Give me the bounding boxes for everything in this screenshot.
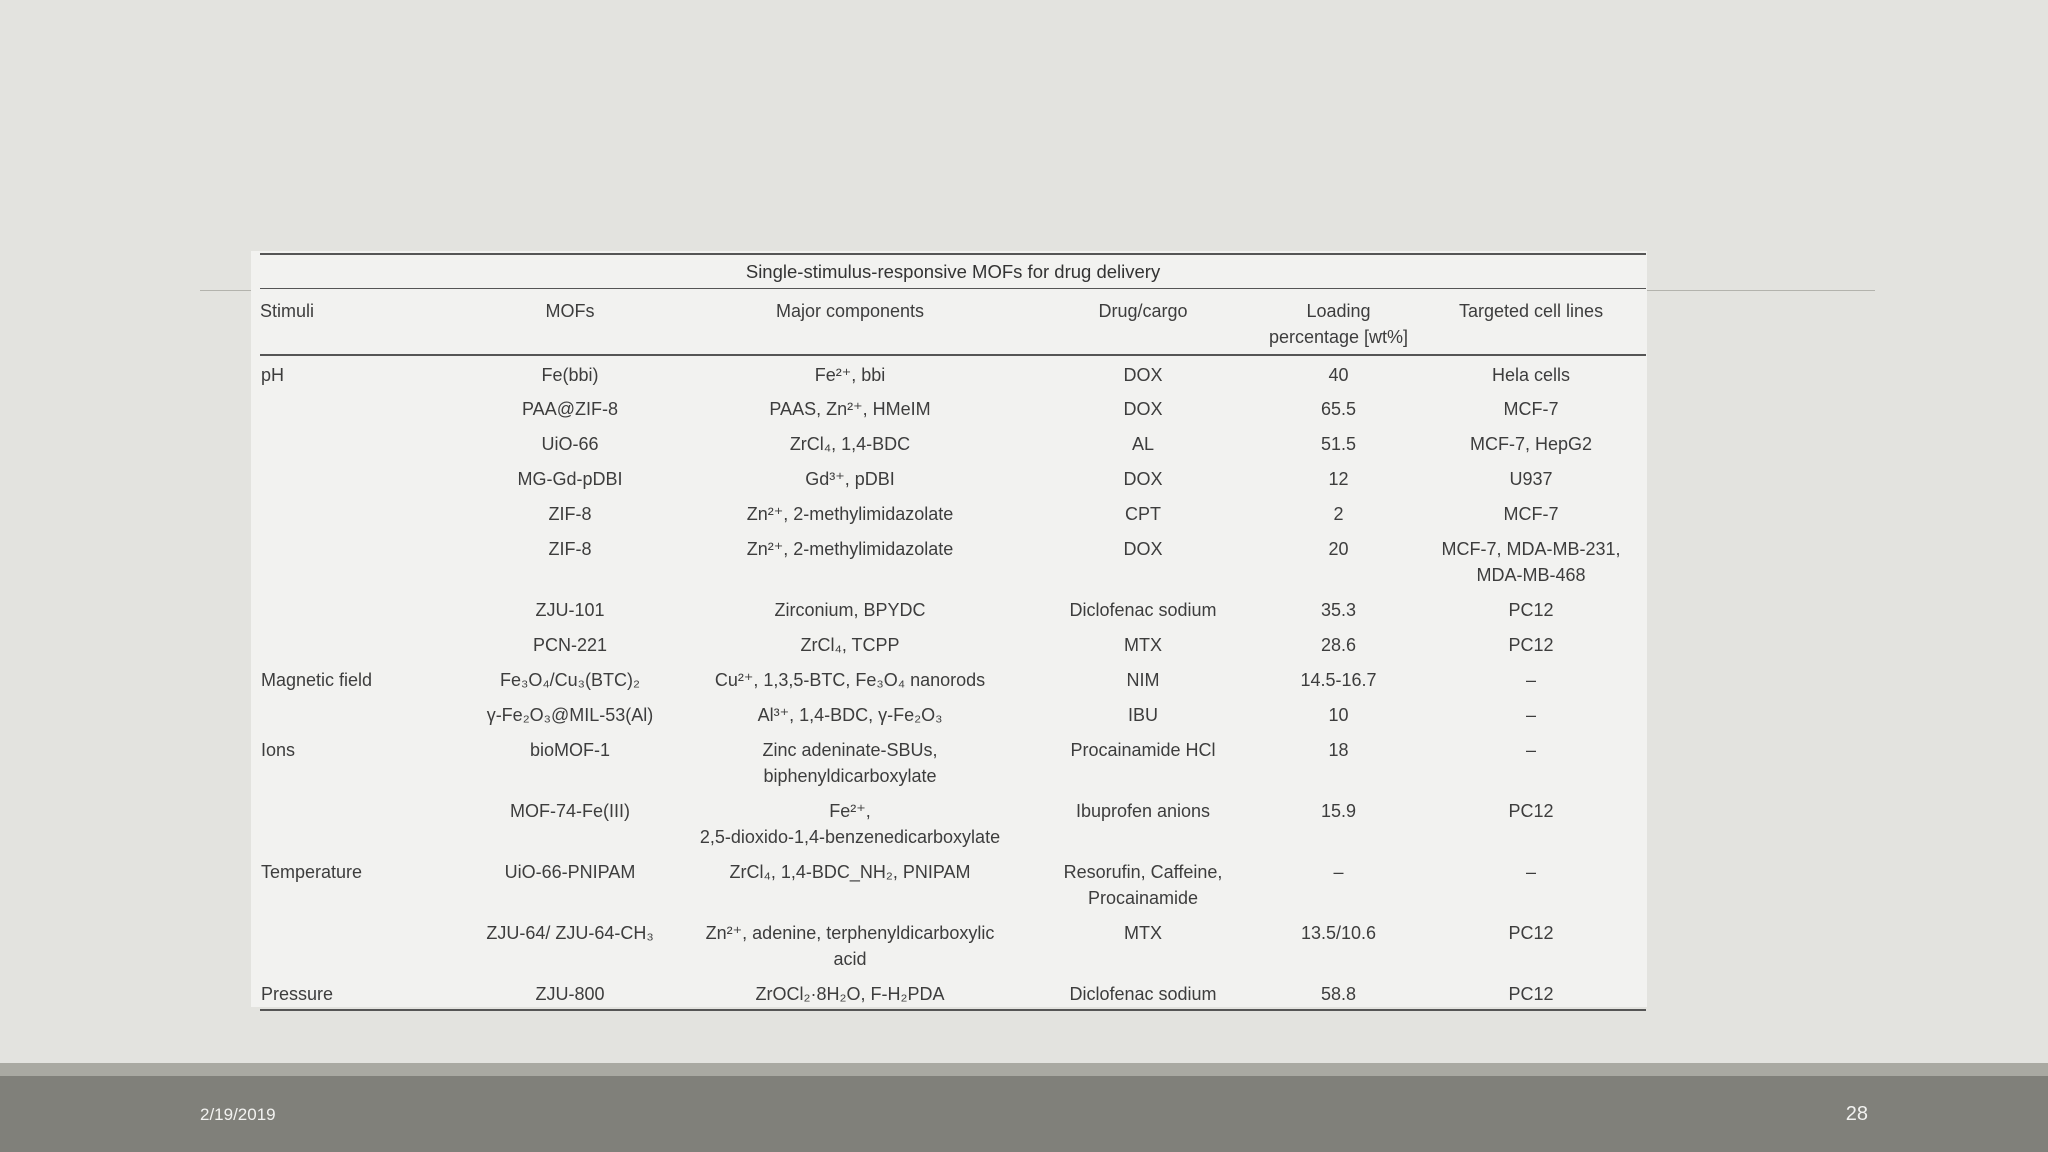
table-row — [260, 975, 1646, 1010]
cell-loading: 2 — [1333, 504, 1344, 524]
cell-drug: IBU — [1127, 705, 1158, 725]
cell-stimuli: Pressure — [260, 975, 465, 1010]
header-loading-line1: Loading — [1306, 301, 1371, 321]
header-drug-cargo: Drug/cargo — [1025, 289, 1261, 356]
cell-components: Zirconium, BPYDC — [774, 600, 926, 620]
cell-loading: 15.9 — [1320, 801, 1357, 821]
cell-cells — [1416, 530, 1646, 591]
cell-cells: PC12 — [1416, 975, 1646, 1010]
cell-mof: PAA@ZIF-8 — [522, 399, 618, 419]
cell-stimuli: pH — [261, 365, 285, 385]
cell-cells: PC12 — [1508, 635, 1554, 655]
table-row — [260, 495, 1646, 530]
cell-drug: MTX — [1124, 923, 1162, 943]
table-row — [260, 731, 1646, 792]
cell-components: ZrOCl₂·8H₂O, F-H₂PDA — [675, 975, 1025, 1010]
cell-loading: 65.5 — [1320, 399, 1357, 419]
cell-drug — [1025, 853, 1261, 914]
table-row — [260, 914, 1646, 975]
cell-drug: Ibuprofen anions — [1075, 801, 1211, 821]
cell-drug: CPT — [1125, 504, 1161, 524]
cell-drug: DOX — [1123, 399, 1163, 419]
cell-components: Zn²⁺, 2-methylimidazolate — [746, 504, 954, 524]
cell-loading: 58.8 — [1261, 975, 1416, 1010]
cell-mof: PCN-221 — [532, 635, 608, 655]
page-number: 28 — [1845, 1103, 1868, 1125]
cell-components-line2: 2,5-dioxido-1,4-benzenedicarboxylate — [699, 827, 1001, 847]
cell-components — [675, 914, 1025, 975]
header-stimuli: Stimuli — [260, 289, 465, 356]
cell-components: Cu²⁺, 1,3,5-BTC, Fe₃O₄ nanorods — [714, 670, 986, 690]
cell-loading: 14.5-16.7 — [1300, 670, 1377, 690]
cell-cells: – — [1526, 862, 1537, 882]
cell-cells: PC12 — [1508, 923, 1554, 943]
cell-drug: Procainamide HCl — [1070, 740, 1216, 760]
cell-stimuli — [260, 425, 465, 460]
cell-loading: – — [1333, 862, 1344, 882]
table-row — [260, 530, 1646, 591]
cell-cells: – — [1526, 740, 1537, 760]
cell-components-line2: biphenyldicarboxylate — [763, 766, 937, 786]
cell-mof: ZIF-8 — [548, 539, 592, 559]
cell-cells: Hela cells — [1492, 365, 1571, 385]
cell-mof: γ-Fe₂O₃@MIL-53(Al) — [486, 705, 654, 725]
cell-mof: ZJU-101 — [535, 600, 605, 620]
cell-drug: DOX — [1123, 539, 1163, 559]
mof-drug-delivery-table — [260, 253, 1646, 1011]
footer-bar — [0, 1076, 2048, 1152]
table-row — [260, 853, 1646, 914]
cell-mof: Fe₃O₄/Cu₃(BTC)₂ — [499, 670, 640, 690]
cell-drug-line2: Procainamide — [1087, 888, 1199, 908]
cell-mof: bioMOF-1 — [529, 740, 610, 760]
table-caption: Single-stimulus-responsive MOFs for drug delivery — [260, 254, 1646, 289]
footer-date: 2/19/2019 — [200, 1105, 276, 1124]
cell-components: Fe²⁺, bbi — [814, 365, 886, 385]
cell-components-line1: Zn²⁺, adenine, terphenyldicarboxylic — [705, 923, 995, 943]
cell-drug: NIM — [1126, 670, 1160, 690]
cell-stimuli — [260, 696, 465, 731]
cell-loading: 40 — [1328, 365, 1349, 385]
table-row — [260, 792, 1646, 853]
table-row — [260, 591, 1646, 626]
cell-components: ZrCl₄, 1,4-BDC — [789, 434, 911, 454]
cell-cells: PC12 — [1508, 801, 1554, 821]
header-targeted-cell-lines: Targeted cell lines — [1416, 289, 1646, 356]
cell-stimuli — [260, 530, 465, 591]
cell-mof: ZJU-64/ ZJU-64-CH₃ — [486, 923, 654, 943]
cell-cells-line2: MDA-MB-468 — [1476, 565, 1586, 585]
cell-cells: – — [1526, 705, 1537, 725]
cell-cells: U937 — [1509, 469, 1553, 489]
cell-loading: 35.3 — [1320, 600, 1357, 620]
cell-components: Al³⁺, 1,4-BDC, γ-Fe₂O₃ — [757, 705, 943, 725]
cell-loading: 13.5/10.6 — [1300, 923, 1377, 943]
header-loading — [1261, 289, 1416, 356]
cell-drug: DOX — [1123, 365, 1163, 385]
table-image — [251, 251, 1647, 1007]
cell-mof: UiO-66-PNIPAM — [504, 862, 636, 882]
cell-drug: DOX — [1123, 469, 1163, 489]
cell-loading: 10 — [1328, 705, 1349, 725]
cell-stimuli: Temperature — [261, 862, 363, 882]
cell-components-line1: Zinc adeninate-SBUs, — [762, 740, 938, 760]
cell-components-line2: acid — [833, 949, 867, 969]
table-row — [260, 390, 1646, 425]
cell-loading: 20 — [1328, 539, 1349, 559]
table-row — [260, 661, 1646, 696]
table-row — [260, 460, 1646, 495]
cell-mof: Fe(bbi) — [541, 365, 599, 385]
header-mofs: MOFs — [465, 289, 675, 356]
cell-stimuli — [260, 390, 465, 425]
cell-drug: AL — [1131, 434, 1155, 454]
cell-mof: ZIF-8 — [548, 504, 592, 524]
cell-loading: 12 — [1328, 469, 1349, 489]
cell-mof: ZJU-800 — [465, 975, 675, 1010]
cell-cells: MCF-7 — [1503, 504, 1559, 524]
cell-stimuli: Ions — [261, 740, 296, 760]
cell-components: PAAS, Zn²⁺, HMeIM — [769, 399, 931, 419]
cell-cells: MCF-7, HepG2 — [1470, 434, 1593, 454]
table-row — [260, 355, 1646, 390]
cell-cells: PC12 — [1508, 600, 1554, 620]
cell-drug: Diclofenac sodium — [1069, 600, 1217, 620]
cell-components — [675, 731, 1025, 792]
cell-loading: 18 — [1328, 740, 1349, 760]
table-row — [260, 425, 1646, 460]
cell-stimuli — [260, 792, 465, 853]
header-major-components: Major components — [675, 289, 1025, 356]
cell-drug: Diclofenac sodium — [1025, 975, 1261, 1010]
cell-stimuli — [260, 914, 465, 975]
cell-cells: – — [1526, 670, 1537, 690]
table-header-row — [260, 289, 1646, 356]
cell-mof: MOF-74-Fe(III) — [510, 801, 630, 821]
cell-cells: MCF-7 — [1503, 399, 1559, 419]
cell-stimuli — [260, 495, 465, 530]
header-loading-line2: percentage [wt%] — [1268, 327, 1409, 347]
cell-mof: MG-Gd-pDBI — [517, 469, 623, 489]
cell-components: Gd³⁺, pDBI — [805, 469, 895, 489]
cell-components: Zn²⁺, 2-methylimidazolate — [746, 539, 954, 559]
table-row — [260, 626, 1646, 661]
cell-drug: MTX — [1124, 635, 1162, 655]
cell-components-line1: Fe²⁺, — [829, 801, 871, 821]
cell-components: ZrCl₄, TCPP — [800, 635, 900, 655]
cell-stimuli — [260, 591, 465, 626]
footer-accent-strip — [0, 1063, 2048, 1076]
cell-stimuli — [260, 460, 465, 495]
cell-drug-line1: Resorufin, Caffeine, — [1063, 862, 1223, 882]
cell-cells-line1: MCF-7, MDA-MB-231, — [1441, 539, 1621, 559]
cell-components: ZrCl₄, 1,4-BDC_NH₂, PNIPAM — [729, 862, 971, 882]
cell-mof: UiO-66 — [541, 434, 599, 454]
cell-components — [675, 792, 1025, 853]
cell-loading: 28.6 — [1320, 635, 1357, 655]
cell-stimuli: Magnetic field — [261, 670, 373, 690]
table-row — [260, 696, 1646, 731]
table-caption-row — [260, 254, 1646, 289]
cell-loading: 51.5 — [1320, 434, 1357, 454]
cell-stimuli — [260, 626, 465, 661]
